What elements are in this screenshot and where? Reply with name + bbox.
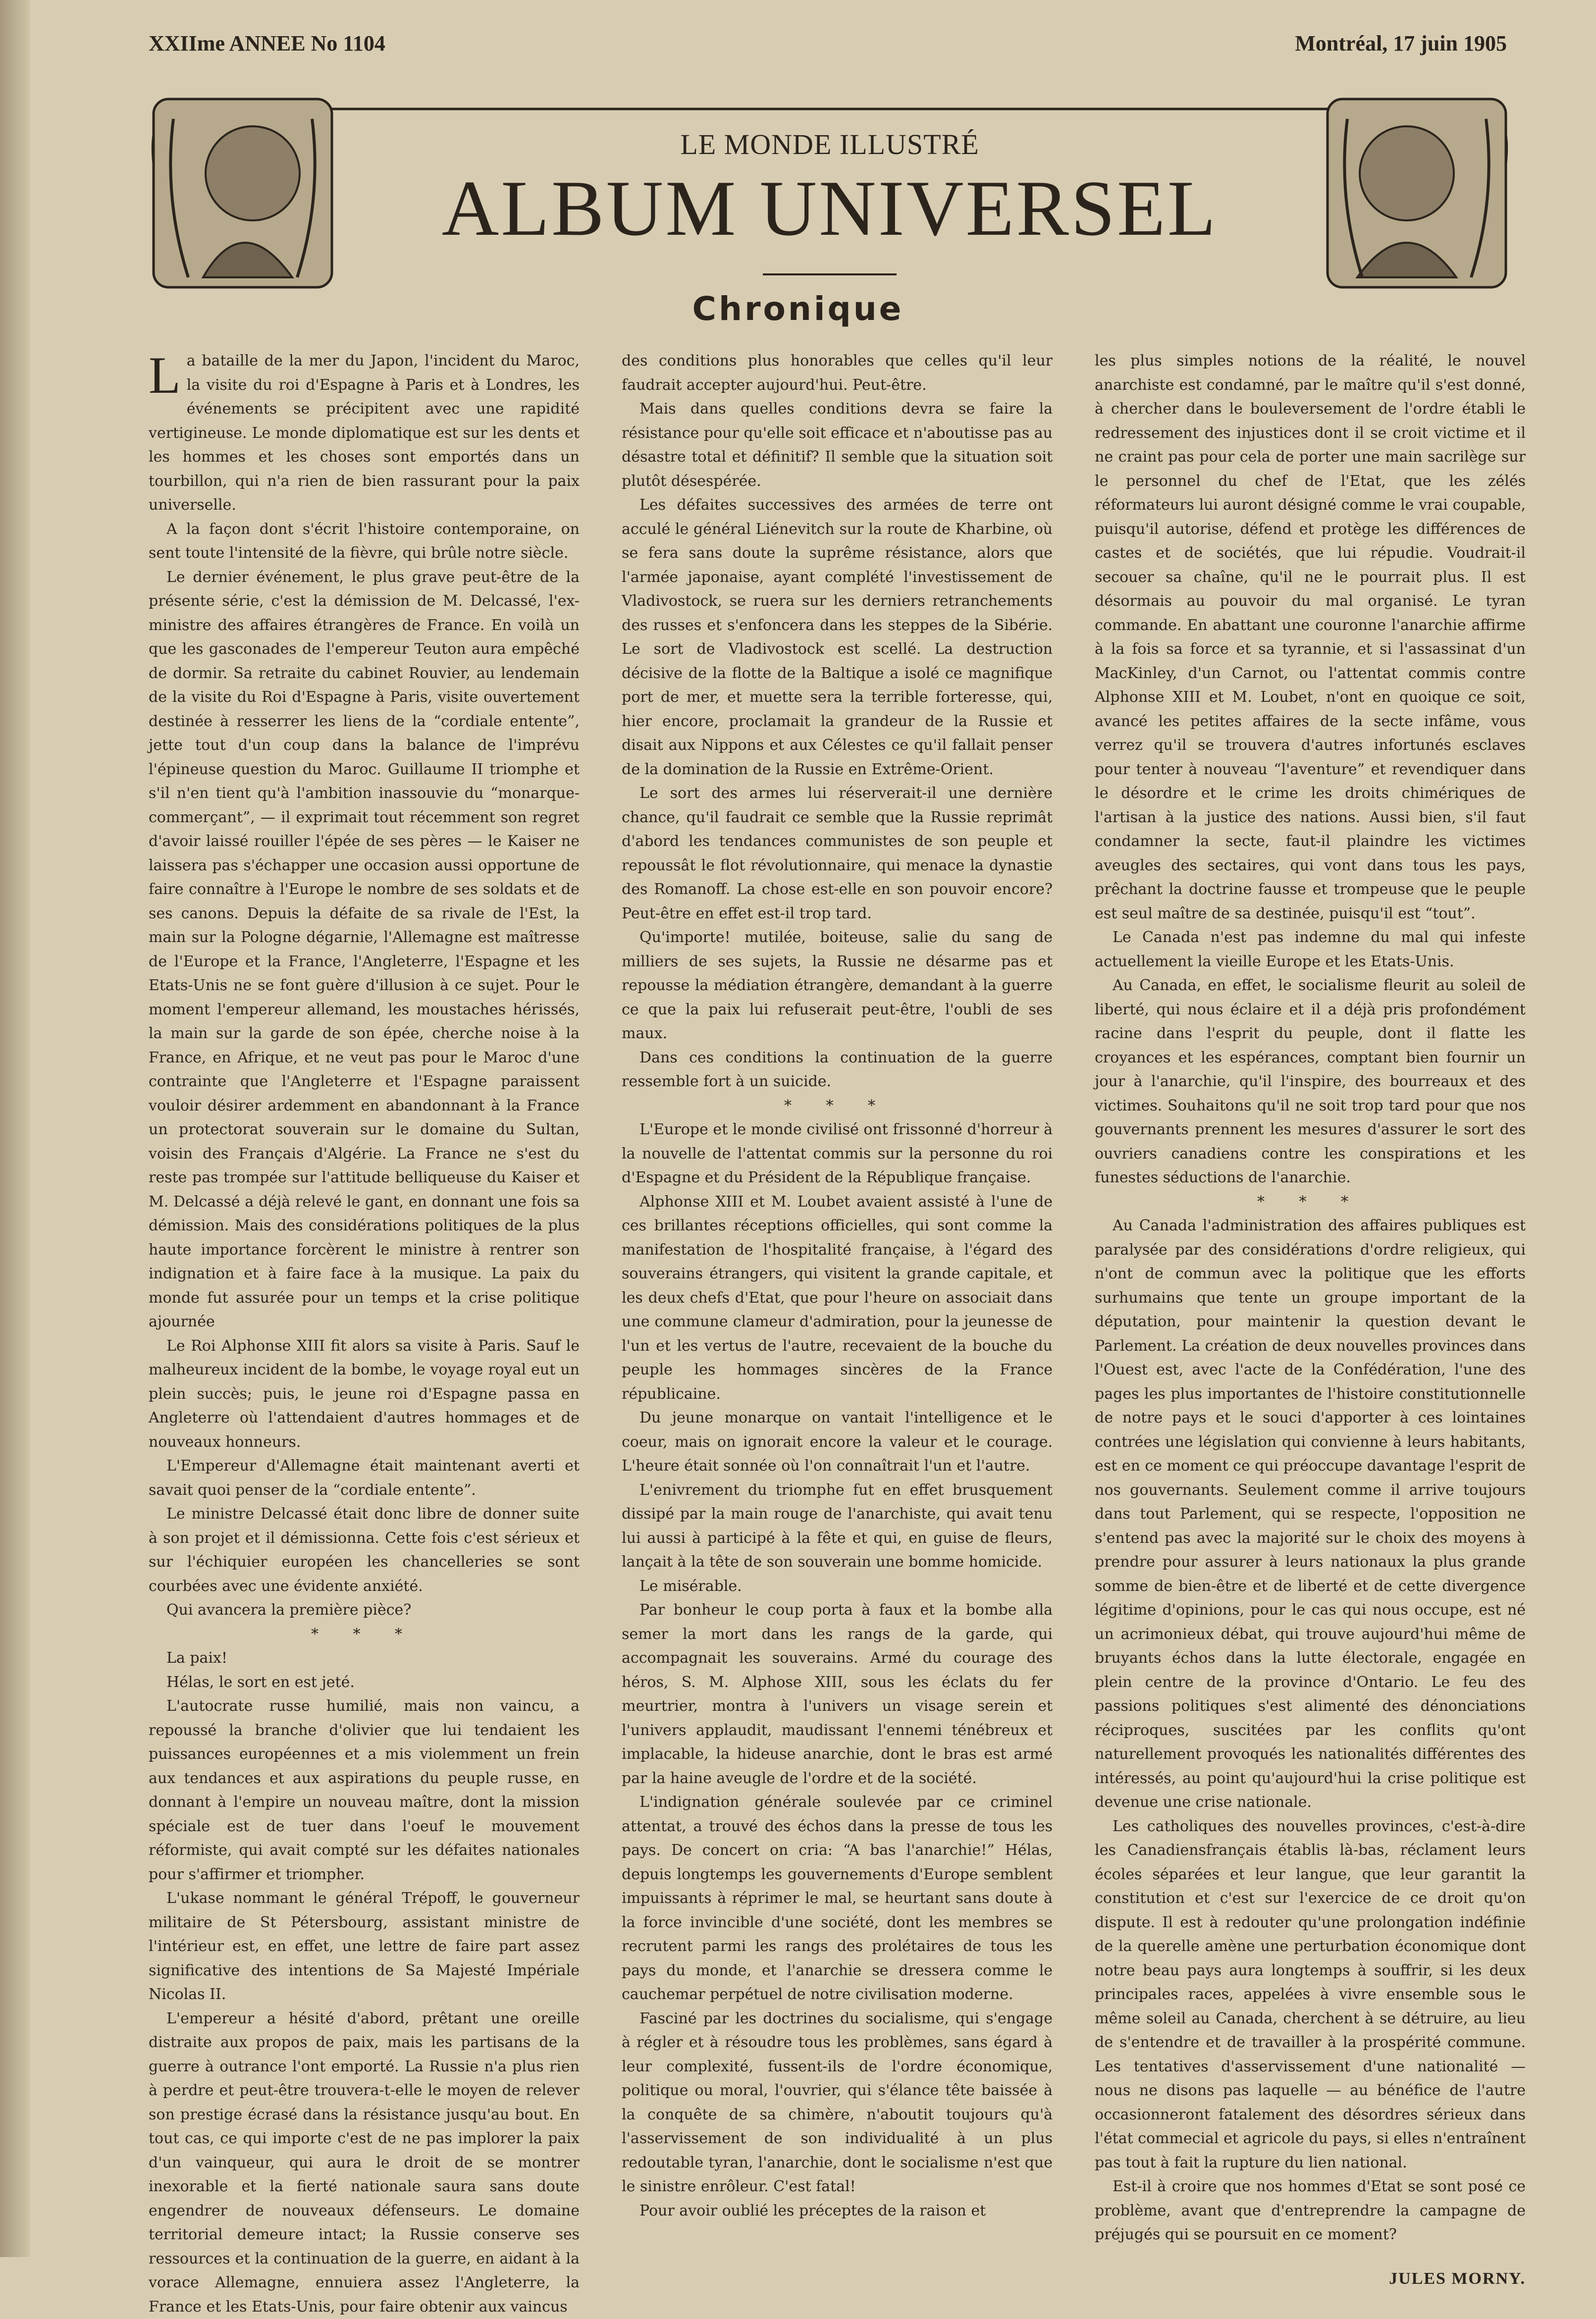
article-paragraph: des conditions plus honorables que celles qu'il leur faudrait accepter aujourd'hui. Peut-être.	[622, 349, 1053, 397]
masthead-title: ALBUM UNIVERSEL	[144, 168, 1516, 248]
issue-number: XXIIme ANNEE No 1104	[149, 31, 385, 56]
article-paragraph: L'indignation générale soulevée par ce criminel attentat, a trouvé des échos dans la presse de tous les pays. De concert on cria: “A bas l'anarchie!” Hélas, depuis longtemps les gouvernements d'Europe semblent impuissants à réprimer le mal, se heurtant sans doute à la force invincible d'une société, dont les membres se recrutent parmi les rangs des prolétaires de tous les pays du monde, et l'anarchie se dressera comme le cauchemar perpétuel de notre civilisation moderne.	[622, 1791, 1053, 2007]
article-paragraph: L'Europe et le monde civilisé ont frissonné d'horreur à la nouvelle de l'attentat commis sur la personne du roi d'Espagne et du Président de la République française.	[622, 1118, 1053, 1190]
article-paragraph: A la façon dont s'écrit l'histoire contemporaine, on sent toute l'intensité de la fièvre, qui brûle notre siècle.	[149, 518, 580, 566]
article-paragraph: Est-il à croire que nos hommes d'Etat se sont posé ce problème, avant que d'entreprendre la campagne de préjugés qui se poursuit en ce moment?	[1095, 2175, 1526, 2247]
article-paragraph: Le sort des armes lui réserverait-il une dernière chance, qu'il faudrait ce semble que la Russie reprimât d'abord les tendances communistes de son peuple et repoussât le flot révolutionnaire, qui menace la dynastie des Romanoff. La chose est-elle en son pouvoir encore? Peut-être en effet est-il trop tard.	[622, 782, 1053, 926]
article-paragraph: L'enivrement du triomphe fut en effet brusquement dissipé par la main rouge de l'anarchiste, qui avait tenu lui aussi à participé à la fête et qui, en guise de fleurs, lançait à la tête de son souverain une bomme homicide.	[622, 1478, 1053, 1575]
section-separator: * * *	[1095, 1190, 1526, 1214]
masthead-divider	[763, 273, 897, 275]
article-paragraph: L'autocrate russe humilié, mais non vaincu, a repoussé la branche d'olivier que lui tendaient les puissances européennes et a mis violemment un frein aux tendances et aux aspirations du peuple russe, en donnant à l'empire un nouveau maître, dont la mission spéciale est de tuer dans l'oeuf le mouvement réformiste, qui avait compté sur les défaites nationales pour s'affirmer et triompher.	[149, 1694, 580, 1887]
page-header	[149, 31, 1507, 56]
article-paragraph: Les défaites successives des armées de terre ont acculé le général Liénevitch sur la route de Kharbine, où se fera sans doute la suprême résistance, alors que l'armée japonaise, ayant complété l'investissement de Vladivostock, se ruera sur les derniers retranchements des russes et s'enfoncera dans les steppes de la Sibérie. Le sort de Vladivostock est scellé. La destruction décisive de la flotte de la Baltique a isolé ce magnifique port de mer, et muette sera la terrible forteresse, qui, hier encore, proclamait la grandeur de la Russie et disait aux Nippons et aux Célestes ce qu'il fallait penser de la domination de la Russie en Extrême-Orient.	[622, 493, 1053, 782]
section-separator: * * *	[622, 1094, 1053, 1118]
article-body	[149, 349, 1526, 2192]
article-paragraph: Le Canada n'est pas indemne du mal qui infeste actuellement la vieille Europe et les Etats-Unis.	[1095, 926, 1526, 974]
article-column-1	[149, 349, 580, 2192]
masthead-subtitle: LE MONDE ILLUSTRÉ	[144, 128, 1516, 161]
article-paragraph: Le Roi Alphonse XIII fit alors sa visite à Paris. Sauf le malheureux incident de la bombe, le voyage royal eut un plein succès; puis, le jeune roi d'Espagne passa en Angleterre où l'attendaient d'autres hommages et de nouveaux honneurs.	[149, 1334, 580, 1455]
article-column-3	[1095, 349, 1526, 2192]
article-paragraph: L'ukase nommant le général Trépoff, le gouverneur militaire de St Pétersbourg, assistant ministre de l'intérieur est, en effet, une lettre de faire part assez significative des intentions de Sa Majesté Impériale Nicolas II.	[149, 1887, 580, 2007]
drop-cap: L	[149, 349, 187, 398]
author-signature: JULES MORNY.	[1095, 2267, 1526, 2291]
article-paragraph: L'Empereur d'Allemagne était maintenant averti et savait quoi penser de la “cordiale entente”.	[149, 1454, 580, 1502]
article-paragraph: Au Canada l'administration des affaires publiques est paralysée par des considérations d'ordre religieux, qui n'ont de commun avec la politique que les efforts surhumains que tente un groupe important de la députation, pour maintenir la question devant le Parlement. La création de deux nouvelles provinces dans l'Ouest est, avec l'acte de la Confédération, l'une des pages les plus importantes de l'histoire constitutionnelle de notre pays et le souci d'apporter à ces lointaines contrées une législation qui convienne à leurs habitants, est en ce moment ce qui préoccupe davantage l'esprit de nos gouvernants. Seulement comme il arrive toujours dans tout Parlement, qui se respecte, l'opposition ne s'entend pas avec la majorité sur le choix des moyens à prendre pour assurer à leurs nationaux la plus grande somme de bien-être et de liberté et de cette divergence légitime d'opinions, pour le cas qui nous occupe, est né un acrimonieux débat, qui trouve aujourd'hui même de bruyants échos dans la lutte électorale, engagée en plein centre de la province d'Ontario. Le feu des passions politiques s'est alimenté des dénonciations réciproques, suscitées par les conflits qu'ont naturellement provoqués les nationalités différentes des intéressés, au point qu'aujourd'hui la crise politique est devenue une crise nationale.	[1095, 1214, 1526, 1815]
section-title: Chronique	[0, 290, 1596, 328]
article-paragraph: Du jeune monarque on vantait l'intelligence et le coeur, mais on ignorait encore la valeur et le courage. L'heure était sonnée où l'on connaîtrait l'un et l'autre.	[622, 1406, 1053, 1478]
page-edge-shadow	[0, 0, 30, 2257]
article-paragraph: Qui avancera la première pièce?	[149, 1598, 580, 1623]
article-paragraph: Au Canada, en effet, le socialisme fleurit au soleil de liberté, qui nous éclaire et il a déjà pris profondément racine dans l'esprit du peuple, dont il flatte les croyances et les espérances, comptant bien fournir un jour à l'anarchie, qu'il l'inspire, des bourreaux et des victimes. Souhaitons qu'il ne soit trop tard pour que nos gouvernants prennent les mesures d'assurer le sort des ouvriers canadiens contre les conspirations et les funestes séductions de l'anarchie.	[1095, 974, 1526, 1190]
article-paragraph: Mais dans quelles conditions devra se faire la résistance pour qu'elle soit efficace et n'aboutisse pas au désastre total et définitif? Il semble que la situation soit plutôt désespérée.	[622, 397, 1053, 493]
article-paragraph: Pour avoir oublié les préceptes de la raison et	[622, 2199, 1053, 2223]
article-paragraph: La bataille de la mer du Japon, l'incident du Maroc, la visite du roi d'Espagne à Paris et à Londres, les événements se précipitent avec une rapidité vertigineuse. Le monde diplomatique est sur les dents et les hommes et les choses sont emportés dans un tourbillon, qui n'a rien de bien rassurant pour la paix universelle.	[149, 349, 580, 518]
article-paragraph: Le ministre Delcassé était donc libre de donner suite à son projet et il démissionna. Cette fois c'est sérieux et sur l'échiquier européen les chancelleries se sont courbées avec une évidente anxiété.	[149, 1502, 580, 1598]
article-paragraph: L'empereur a hésité d'abord, prêtant une oreille distraite aux propos de paix, mais les partisans de la guerre à outrance l'ont emporté. La Russie n'a plus rien à perdre et peut-être trouvera-t-elle le moyen de relever son prestige écrasé dans la résistance jusqu'au bout. En tout cas, ce qui importe c'est de ne pas implorer la paix d'un vainqueur, qui aura le droit de se montrer inexorable et la fierté nationale saura sans doute engendrer de nouveaux défenseurs. Le domaine territorial demeure intact; la Russie conserve ses ressources et la continuation de la guerre, en aidant à la vorace Allemagne, ennuiera assez l'Angleterre, la France et les Etats-Unis, pour faire obtenir aux vaincus	[149, 2007, 580, 2319]
article-paragraph: Hélas, le sort en est jeté.	[149, 1671, 580, 1695]
article-paragraph: Fasciné par les doctrines du socialisme, qui s'engage à régler et à résoudre tous les problèmes, sans égard à leur complexité, fussent-ils de l'ordre économique, politique ou moral, l'ouvrier, qui s'élance tête baissée à la conquête de sa chimère, n'aboutit toujours qu'à l'asservissement de son individualité à un plus redoutable tyran, l'anarchie, dont le socialisme n'est que le sinistre enrôleur. C'est fatal!	[622, 2007, 1053, 2199]
article-column-2	[622, 349, 1053, 2192]
section-separator: * * *	[149, 1623, 580, 1647]
article-paragraph: Le misérable.	[622, 1575, 1053, 1599]
article-paragraph: Qu'importe! mutilée, boiteuse, salie du sang de milliers de ses sujets, la Russie ne désarme pas et repousse la médiation étrangère, demandant à la guerre ce que la paix lui refuserait peut-être, l'oubli de ses maux.	[622, 926, 1053, 1046]
article-paragraph: les plus simples notions de la réalité, le nouvel anarchiste est condamné, par le maître qu'il s'est donné, à chercher dans le bouleversement de l'ordre établi le redressement des injustices dont il se croit victime et il ne craint pas pour cela de porter une main sacrilège sur le personnel du chef de l'Etat, que les zélés réformateurs lui auront désigné comme le vrai coupable, puisqu'il autorise, défend et protège les différences de castes et de sociétés, que lui répudie. Voudrait-il secouer sa chaîne, qu'il ne le pourrait plus. Il est désormais au pouvoir du mal organisé. Le tyran commande. En abattant une couronne l'anarchie affirme à la fois sa force et sa tyrannie, et si l'assassinat d'un MacKinley, d'un Carnot, ou l'attentat commis contre Alphonse XIII et M. Loubet, n'ont en quoique ce soit, avancé les petites affaires de la secte infâme, vous verrez qu'il se trouvera d'autres infortunés esclaves pour tenter à nouveau “l'aventure” et revendiquer dans le désordre et le crime les droits chimériques de l'artisan à la justice des nations. Aussi bien, s'il faut condamner la secte, faut-il plaindre les victimes aveugles des sectaires, qui vont dans tous les pays, prêchant la doctrine fausse et trompeuse que le peuple est seul maître de sa destinée, puisqu'il est “tout”.	[1095, 349, 1526, 926]
place-date: Montréal, 17 juin 1905	[1295, 31, 1507, 56]
article-paragraph: Dans ces conditions la continuation de la guerre ressemble fort à un suicide.	[622, 1046, 1053, 1094]
article-paragraph: Le dernier événement, le plus grave peut-être de la présente série, c'est la démission de M. Delcassé, l'ex-ministre des affaires étrangères de France. En voilà un que les gasconades de l'empereur Teuton aura empêché de dormir. Sa retraite du cabinet Rouvier, au lendemain de la visite du Roi d'Espagne à Paris, visite ouvertement destinée à resserrer les liens de la “cordiale entente”, jette tout d'un coup dans la balance de l'imprévu l'épineuse question du Maroc. Guillaume II triomphe et s'il n'en tient qu'à l'ambition inassouvie du “monarque-commerçant”, — il exprimait tout récemment son regret d'avoir laissé rouiller l'épée de ses pères — le Kaiser ne laissera pas s'échapper une occasion aussi opportune de faire connaître à l'Europe le nombre de ses soldats et de ses canons. Depuis la défaite de sa rivale de l'Est, la main sur la Pologne dégarnie, l'Allemagne est maîtresse de l'Europe et la France, l'Angleterre, l'Espagne et les Etats-Unis ne se font guère d'illusion à ce sujet. Pour le moment l'empereur allemand, les moustaches hérissés, la main sur la garde de son épée, cherche noise à la France, en Afrique, et ne veut pas pour le Maroc d'une contrainte que l'Angleterre et l'Espagne paraissent vouloir désirer ardemment en abandonnant à la France un protectorat souverain sur le domaine du Sultan, voisin des Français d'Algérie. La France ne s'est du reste pas trompée sur l'attitude belliqueuse du Kaiser et M. Delcassé a déjà relevé le gant, en donnant une fois sa démission. Mais des considérations politiques de la plus haute importance forcèrent le ministre à rentrer son indignation et à faire face à la musique. La paix du monde fut assurée pour un temps et la crise politique ajournée	[149, 566, 580, 1334]
article-paragraph: Par bonheur le coup porta à faux et la bombe alla semer la mort dans les rangs de la garde, qui accompagnait les souverains. Armé du courage des héros, S. M. Alphose XIII, sous les éclats du fer meurtrier, montra à l'univers un visage serein et l'univers applaudit, maudissant l'ennemi ténébreux et implacable, la hideuse anarchie, dont le bras est armé par la haine aveugle de l'ordre et de la société.	[622, 1598, 1053, 1791]
masthead	[144, 89, 1516, 297]
article-paragraph: Les catholiques des nouvelles provinces, c'est-à-dire les Canadiensfrançais établis là-bas, réclament leurs écoles séparées et leur langue, que leur garantit la constitution et c'est sur l'exercice de ce droit qu'on dispute. Il est à redouter qu'une prolongation indéfinie de la querelle amène une perturbation économique dont notre beau pays aura longtemps à souffrir, si les deux principales races, appelées à vivre ensemble sous le même soleil au Canada, cherchent à se détruire, au lieu de s'entendre et de travailler à la prospérité commune. Les tentatives d'asservissement d'une nationalité — nous ne disons pas laquelle — au bénéfice de l'autre occasionneront fatalement des désordres sérieux dans l'état commecial et agricole du pays, si elles n'entraînent pas tout à fait la rupture du lien national.	[1095, 1815, 1526, 2175]
article-paragraph: Alphonse XIII et M. Loubet avaient assisté à l'une de ces brillantes réceptions officielles, qui sont comme la manifestation de l'hospitalité française, à l'égard des souverains étrangers, qui visitent la grande capitale, et les deux chefs d'Etat, que pour l'heure on associait dans une commune clameur d'admiration, pour la jeunesse de l'un et les vertus de l'autre, recevaient de la bouche du peuple les hommages sincères de la France républicaine.	[622, 1190, 1053, 1407]
article-paragraph: La paix!	[149, 1646, 580, 1671]
